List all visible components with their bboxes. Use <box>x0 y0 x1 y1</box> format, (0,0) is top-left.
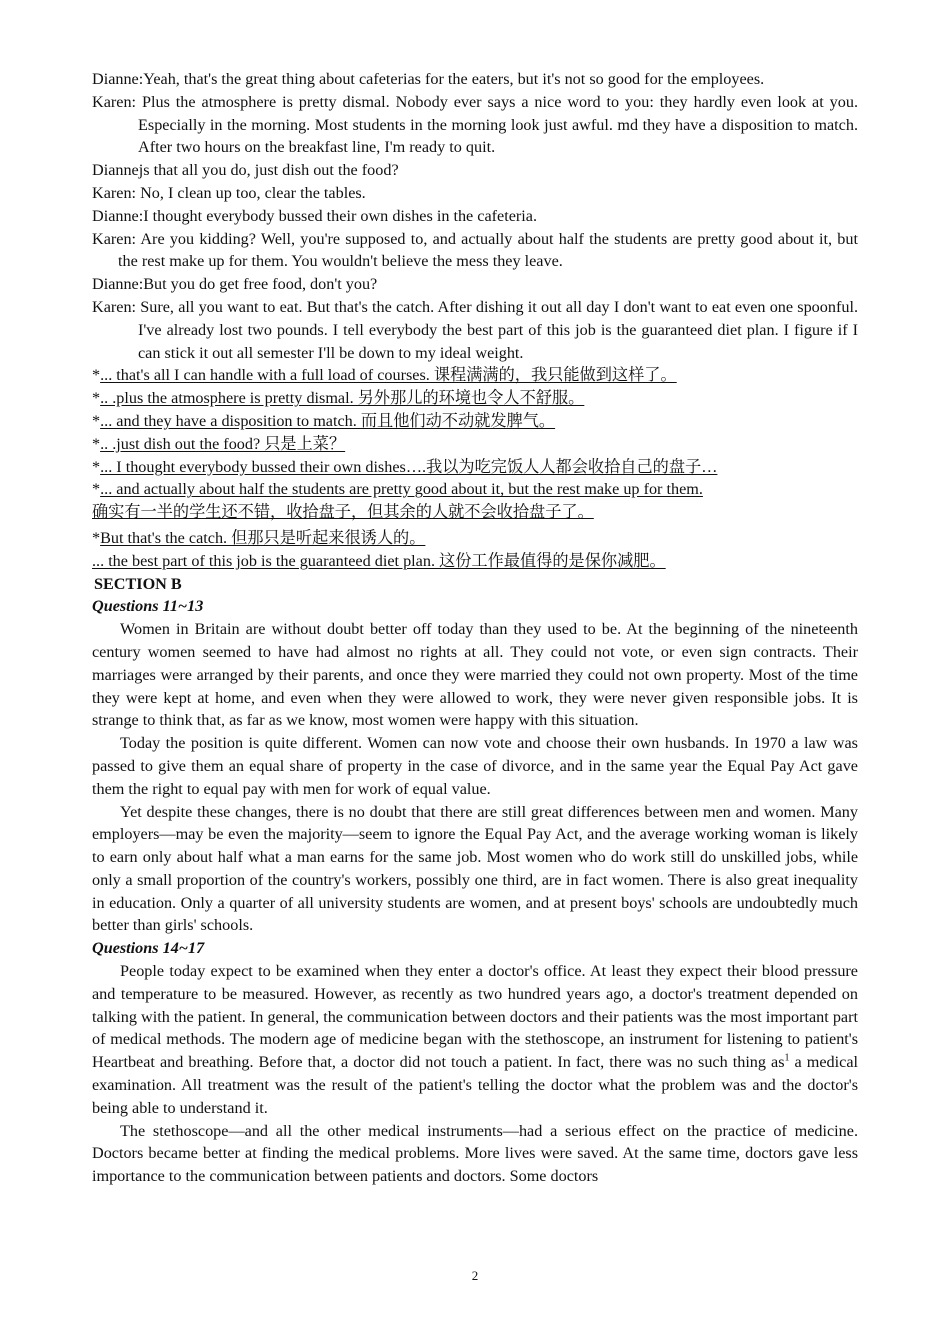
note-text: ... that's all I can handle with a full load of courses. 课程满满的，我只能做到这样了。 <box>100 366 677 385</box>
translation-notes <box>92 364 858 572</box>
paragraph-text: People today expect to be examined when they enter a doctor's office. At least they expect their blood pressure and temperature to be measured. However, as recently as two hundred years ago, a doctor's treatment depended on talking with the patient. In general, the communication between doctors and their patients was the most important part of medical methods. The modern age of medicine began with the stethoscope, an instrument for listening to patient's Heartbeat and breathing. Before that, a doctor did not touch a patient. In fact, there was no such thing as <box>92 962 858 1072</box>
dialogue-text: I thought everybody bussed their own dishes in the cafeteria. <box>143 206 538 225</box>
dialogue-line <box>92 296 858 364</box>
speaker-name: Dianne <box>92 206 139 225</box>
speaker-name: Diannejs <box>92 161 150 180</box>
speaker-separator: : <box>138 206 144 225</box>
note-star: * <box>92 434 101 453</box>
dialogue-line <box>92 159 858 182</box>
note-line <box>92 478 858 501</box>
speaker-name: Dianne <box>92 275 139 294</box>
passage-paragraph: Yet despite these changes, there is no doubt that there are still great differences between men and women. Many employers—may be even the majority—seem to ignore the Equal Pay Act, and the average working woman is likely to earn only about half what a man earns for the same job. Most women who do work still do unskilled jobs, while only a small proportion of the country's workers, possibly one third, are in fact women. There is also great inequality in education. Only a quarter of all university students are women, and at present boys' schools are undoubtedly much better than girls' schools. <box>92 802 858 935</box>
note-star: * <box>92 389 101 408</box>
note-star: * <box>92 411 101 430</box>
question-heading: Questions 14~17 <box>92 939 205 958</box>
speaker-separator: : <box>138 70 144 88</box>
note-line <box>92 387 858 410</box>
note-line <box>92 364 858 387</box>
dialogue-text: Plus the atmosphere is pretty dismal. Nobody ever says a nice word to you: they hardly even look at you. Especially in the morning. Most students in the morning look just awful. md they have a disposition to match. After two hours on the breakfast line, I'm ready to quit. <box>138 92 859 157</box>
note-text: ... and they have a disposition to match. 而且他们动不动就发脾气。 <box>100 411 556 430</box>
note-text: ... I thought everybody bussed their own dishes….我以为吃完饭人人都会收拾自己的盘子… <box>100 457 718 476</box>
note-text: .. .just dish out the food? 只是上菜？ <box>100 434 346 453</box>
dialogue-line <box>92 273 858 296</box>
speaker-name: Karen <box>92 92 132 111</box>
dialogue-text: Are you kidding? Well, you're supposed to, and actually about half the students are pretty good about it, but the rest make up for them. You wouldn't believe the mess they leave. <box>118 229 858 271</box>
question-heading: Questions 11~13 <box>92 597 204 616</box>
note-star: * <box>92 480 101 499</box>
dialogue-text: that all you do, just dish out the food? <box>153 161 399 180</box>
speaker-name: Karen <box>92 229 132 248</box>
speaker-separator: : <box>131 297 141 316</box>
dialogue-text: Sure, all you want to eat. But that's the catch. After dishing it out all day I don't want to eat even one spoonful. I've already lost two pounds. I tell everybody the best part of this job is the guaranteed diet plan. I figure if I can stick it out all semester I'll be down to my ideal weight. <box>138 297 858 362</box>
speaker-separator: : <box>131 92 142 111</box>
note-text: ... and actually about half the students are pretty good about it, but the rest make up for them. <box>100 480 703 499</box>
note-line <box>92 456 858 479</box>
paragraph-text: a medical examination. All treatment was the result of the patient's telling the doctor what the problem was and the doctor's being able to understand it. <box>92 1053 858 1117</box>
speaker-name: Dianne <box>92 70 139 88</box>
speaker-name: Karen <box>92 297 132 316</box>
speaker-separator: : <box>138 275 144 294</box>
dialogue-text: Yeah, that's the great thing about cafeterias for the eaters, but it's not so good for the employees. <box>143 70 765 88</box>
dialogue-block <box>92 68 858 364</box>
note-line <box>92 550 858 573</box>
note-star: * <box>92 457 101 476</box>
note-text: ... the best part of this job is the guaranteed diet plan. 这份工作最值得的是保你减肥。 <box>92 551 666 570</box>
dialogue-line <box>92 91 858 159</box>
note-text: But that's the catch. 但那只是听起来很诱人的。 <box>100 528 426 547</box>
note-line <box>92 410 858 433</box>
page-number: 2 <box>471 1268 479 1283</box>
note-continuation <box>92 501 858 524</box>
passage-paragraph: The stethoscope—and all the other medical instruments—had a serious effect on the practice of medicine. Doctors became better at finding the medical problems. More lives were saved. At the same time, doctors gave less importance to the communication between patients and doctors. Some doctors <box>92 1121 858 1186</box>
dialogue-line <box>92 228 858 274</box>
dialogue-line <box>92 68 858 91</box>
speaker-name: Karen <box>92 183 132 202</box>
note-line <box>92 527 858 550</box>
passage-paragraph: Women in Britain are without doubt better off today than they used to be. At the beginning of the nineteenth century women seemed to have had almost no rights at all. They could not vote, or even sign contracts. Their marriages were arranged by their parents, and once they were married they could not own property. Most of the time they were kept at home, and even when they were allowed to work, they were never given responsible jobs. It is strange to think that, as far as we know, most women were happy with this situation. <box>92 620 858 730</box>
footnote-marker: 1 <box>784 1052 790 1064</box>
passage-paragraph: Today the position is quite different. Women can now vote and choose their own husbands. In 1970 a law was passed to give them an equal share of property in the case of divorce, and in the same year the Equal Pay Act gave them the right to equal pay with men for work of equal value. <box>92 734 858 798</box>
dialogue-text: No, I clean up too, clear the tables. <box>140 183 366 202</box>
note-line <box>92 433 858 456</box>
passage-paragraph <box>92 960 858 1120</box>
note-text: .. .plus the atmosphere is pretty dismal. 另外那儿的环境也令人不舒服。 <box>100 389 585 408</box>
note-star: * <box>92 366 101 385</box>
note-text: 确实有一半的学生还不错，收拾盘子，但其余的人就不会收拾盘子了。 <box>92 503 594 522</box>
speaker-separator: : <box>131 229 141 248</box>
speaker-separator: : <box>131 183 141 202</box>
dialogue-line <box>92 205 858 228</box>
section-title: SECTION B <box>94 574 182 593</box>
dialogue-line <box>92 182 858 205</box>
document-page <box>92 68 858 1188</box>
note-star: * <box>92 528 101 547</box>
dialogue-text: But you do get free food, don't you? <box>143 275 378 294</box>
